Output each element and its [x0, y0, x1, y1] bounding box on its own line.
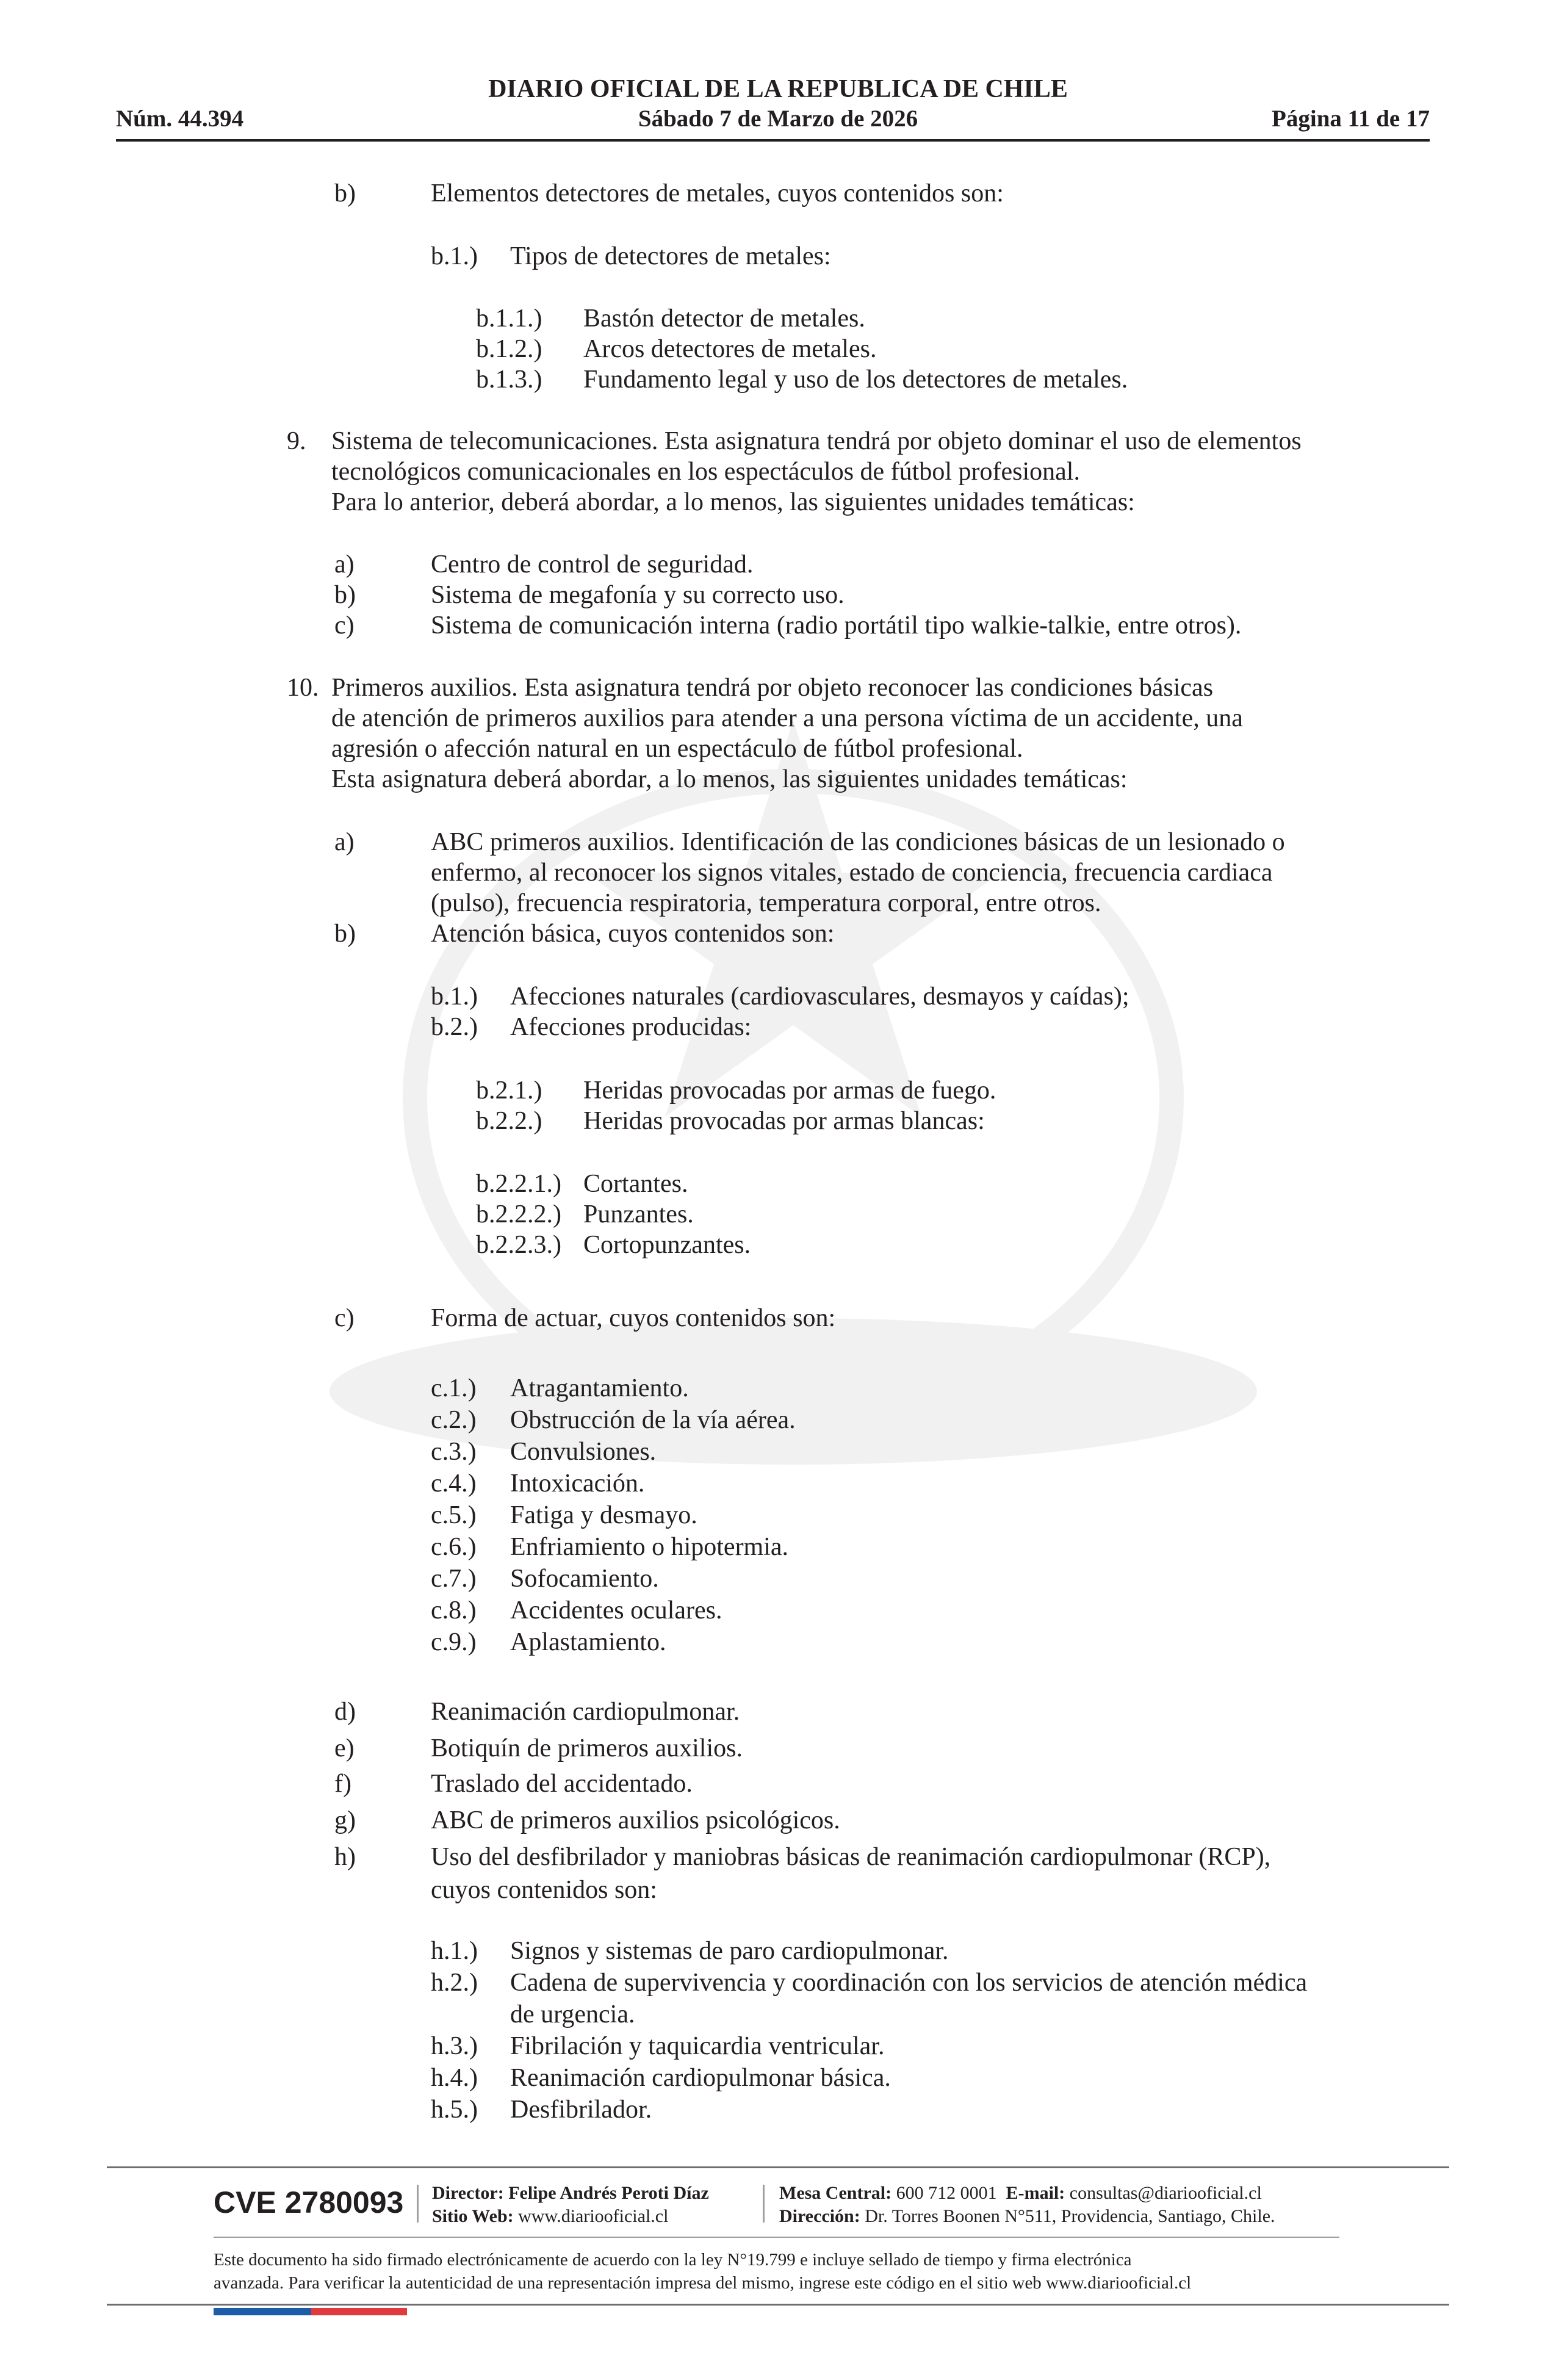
item-text: Centro de control de seguridad.: [431, 550, 754, 579]
paragraph-line: Para lo anterior, deberá abordar, a lo menos, las siguientes unidades temáticas:: [331, 488, 1135, 516]
phone-value: 600 712 0001: [896, 2183, 997, 2203]
item-text: Aplastamiento.: [510, 1628, 666, 1656]
section-number: 10.: [287, 674, 319, 702]
item-text: de urgencia.: [510, 2000, 635, 2028]
newspaper-title: DIARIO OFICIAL DE LA REPUBLICA DE CHILE: [488, 75, 1068, 103]
item-text: Signos y sistemas de paro cardiopulmonar.: [510, 1937, 949, 1965]
item-text: Sistema de megafonía y su correcto uso.: [431, 581, 845, 609]
item-text: Botiquín de primeros auxilios.: [431, 1734, 743, 1762]
item-label: h.4.): [431, 2064, 478, 2092]
contact-line: [779, 2182, 1262, 2205]
item-label: c.9.): [431, 1628, 477, 1656]
paragraph-line: tecnológicos comunicacionales en los espectáculos de fútbol profesional.: [331, 458, 1080, 486]
item-label: h): [334, 1843, 356, 1871]
item-text: Traslado del accidentado.: [431, 1770, 693, 1798]
address-label: Dirección:: [779, 2206, 860, 2226]
item-label: h.1.): [431, 1937, 478, 1965]
item-text: Fatiga y desmayo.: [510, 1501, 697, 1529]
director-label: Director:: [432, 2183, 504, 2203]
item-label: f): [334, 1770, 351, 1798]
item-label: b): [334, 581, 356, 609]
item-label: b): [334, 920, 356, 948]
phone-label: Mesa Central:: [779, 2183, 892, 2203]
item-label: c): [334, 611, 355, 640]
item-text: Reanimación cardiopulmonar.: [431, 1698, 740, 1726]
item-text: Atención básica, cuyos contenidos son:: [431, 920, 835, 948]
item-label: c.6.): [431, 1533, 477, 1561]
item-label: c.1.): [431, 1374, 477, 1402]
item-text: Cortopunzantes.: [583, 1231, 751, 1259]
website-line: [432, 2205, 668, 2228]
footer-mid-rule: [214, 2237, 1339, 2238]
footer-bottom-rule: [107, 2304, 1449, 2306]
paragraph-line: agresión o afección natural en un espectáculo de fútbol profesional.: [331, 735, 1023, 763]
item-label: a): [334, 550, 355, 579]
item-text: Sofocamiento.: [510, 1565, 659, 1593]
item-text: Heridas provocadas por armas blancas:: [583, 1107, 985, 1135]
item-label: b.1.): [431, 983, 478, 1011]
item-label: c.7.): [431, 1565, 477, 1593]
item-label: b.1.2.): [476, 335, 542, 363]
item-label: h.3.): [431, 2032, 478, 2060]
item-text: Elementos detectores de metales, cuyos contenidos son:: [431, 179, 1004, 207]
cve-code: CVE 2780093: [214, 2185, 404, 2220]
item-label: d): [334, 1698, 356, 1726]
item-text: Reanimación cardiopulmonar básica.: [510, 2064, 891, 2092]
item-text: Fundamento legal y uso de los detectores de metales.: [583, 366, 1128, 394]
email-link[interactable]: consultas@diariooficial.cl: [1069, 2183, 1262, 2203]
section-number: 9.: [287, 427, 306, 455]
address-value: Dr. Torres Boonen N°511, Providencia, Santiago, Chile.: [865, 2206, 1275, 2226]
item-label: b.1.3.): [476, 366, 542, 394]
item-label: b.1.): [431, 242, 478, 270]
item-text: Tipos de detectores de metales:: [510, 242, 831, 270]
item-text: Arcos detectores de metales.: [583, 335, 877, 363]
item-text: enfermo, al reconocer los signos vitales, estado de conciencia, frecuencia cardiaca: [431, 859, 1273, 887]
director-name: Felipe Andrés Peroti Díaz: [508, 2183, 709, 2203]
flag-stripe-red: [311, 2308, 407, 2315]
item-label: c): [334, 1304, 355, 1332]
item-text: Cadena de supervivencia y coordinación con los servicios de atención médica: [510, 1969, 1308, 1997]
paragraph-line: Sistema de telecomunicaciones. Esta asignatura tendrá por objeto dominar el uso de elementos: [331, 427, 1302, 455]
item-label: b.1.1.): [476, 305, 542, 333]
item-text: Convulsiones.: [510, 1438, 657, 1466]
item-text: Afecciones naturales (cardiovasculares, desmayos y caídas);: [510, 983, 1129, 1011]
item-label: h.5.): [431, 2096, 478, 2124]
item-label: b): [334, 179, 356, 207]
footer-divider: [417, 2185, 419, 2223]
item-text: Fibrilación y taquicardia ventricular.: [510, 2032, 885, 2060]
item-text: Punzantes.: [583, 1200, 694, 1228]
item-text: Afecciones producidas:: [510, 1013, 752, 1041]
header-rule: [116, 139, 1430, 142]
signature-notice: Este documento ha sido firmado electrónicamente de acuerdo con la ley N°19.799 e incluye sellado de tiempo y firma electrónica: [214, 2250, 1132, 2270]
footer-divider: [763, 2185, 765, 2223]
item-label: b.2.2.3.): [476, 1231, 561, 1259]
item-label: c.8.): [431, 1596, 477, 1625]
item-label: b.2.): [431, 1013, 478, 1041]
item-text: Bastón detector de metales.: [583, 305, 865, 333]
item-text: ABC de primeros auxilios psicológicos.: [431, 1806, 840, 1834]
issue-date: Sábado 7 de Marzo de 2026: [638, 106, 918, 132]
website-link[interactable]: www.diariooficial.cl: [518, 2206, 669, 2226]
page-number: Página 11 de 17: [1272, 106, 1430, 132]
item-label: b.2.2.2.): [476, 1200, 561, 1228]
paragraph-line: de atención de primeros auxilios para atender a una persona víctima de un accidente, una: [331, 704, 1243, 732]
item-text: Accidentes oculares.: [510, 1596, 722, 1625]
item-label: c.2.): [431, 1406, 477, 1434]
item-label: b.2.2.1.): [476, 1170, 561, 1198]
item-text: cuyos contenidos son:: [431, 1876, 657, 1904]
item-text: Uso del desfibrilador y maniobras básicas de reanimación cardiopulmonar (RCP),: [431, 1843, 1271, 1871]
item-text: Enfriamiento o hipotermia.: [510, 1533, 789, 1561]
flag-stripe-blue: [214, 2308, 311, 2315]
item-label: c.3.): [431, 1438, 477, 1466]
item-label: a): [334, 828, 355, 856]
item-text: ABC primeros auxilios. Identificación de las condiciones básicas de un lesionado o: [431, 828, 1285, 856]
address-line: [779, 2205, 1275, 2228]
item-text: Cortantes.: [583, 1170, 688, 1198]
email-label: E-mail:: [1006, 2183, 1065, 2203]
item-label: e): [334, 1734, 355, 1762]
item-label: b.2.2.): [476, 1107, 542, 1135]
item-text: Intoxicación.: [510, 1469, 645, 1498]
item-text: Sistema de comunicación interna (radio portátil tipo walkie-talkie, entre otros).: [431, 611, 1242, 640]
item-text: Desfibrilador.: [510, 2096, 652, 2124]
item-label: c.5.): [431, 1501, 477, 1529]
item-text: (pulso), frecuencia respiratoria, temperatura corporal, entre otros.: [431, 889, 1101, 917]
issue-number: Núm. 44.394: [116, 106, 244, 132]
paragraph-line: Primeros auxilios. Esta asignatura tendrá por objeto reconocer las condiciones básicas: [331, 674, 1214, 702]
item-label: b.2.1.): [476, 1076, 542, 1105]
item-label: c.4.): [431, 1469, 477, 1498]
item-text: Forma de actuar, cuyos contenidos son:: [431, 1304, 836, 1332]
item-text: Obstrucción de la vía aérea.: [510, 1406, 796, 1434]
website-label: Sitio Web:: [432, 2206, 514, 2226]
footer-top-rule: [107, 2166, 1449, 2168]
item-text: Heridas provocadas por armas de fuego.: [583, 1076, 996, 1105]
signature-notice: avanzada. Para verificar la autenticidad de una representación impresa del mismo, ingrese este código en el sitio web www.diariooficial.cl: [214, 2273, 1192, 2293]
item-label: h.2.): [431, 1969, 478, 1997]
item-text: Atragantamiento.: [510, 1374, 689, 1402]
director-line: [432, 2182, 709, 2205]
paragraph-line: Esta asignatura deberá abordar, a lo menos, las siguientes unidades temáticas:: [331, 765, 1128, 793]
item-label: g): [334, 1806, 356, 1834]
